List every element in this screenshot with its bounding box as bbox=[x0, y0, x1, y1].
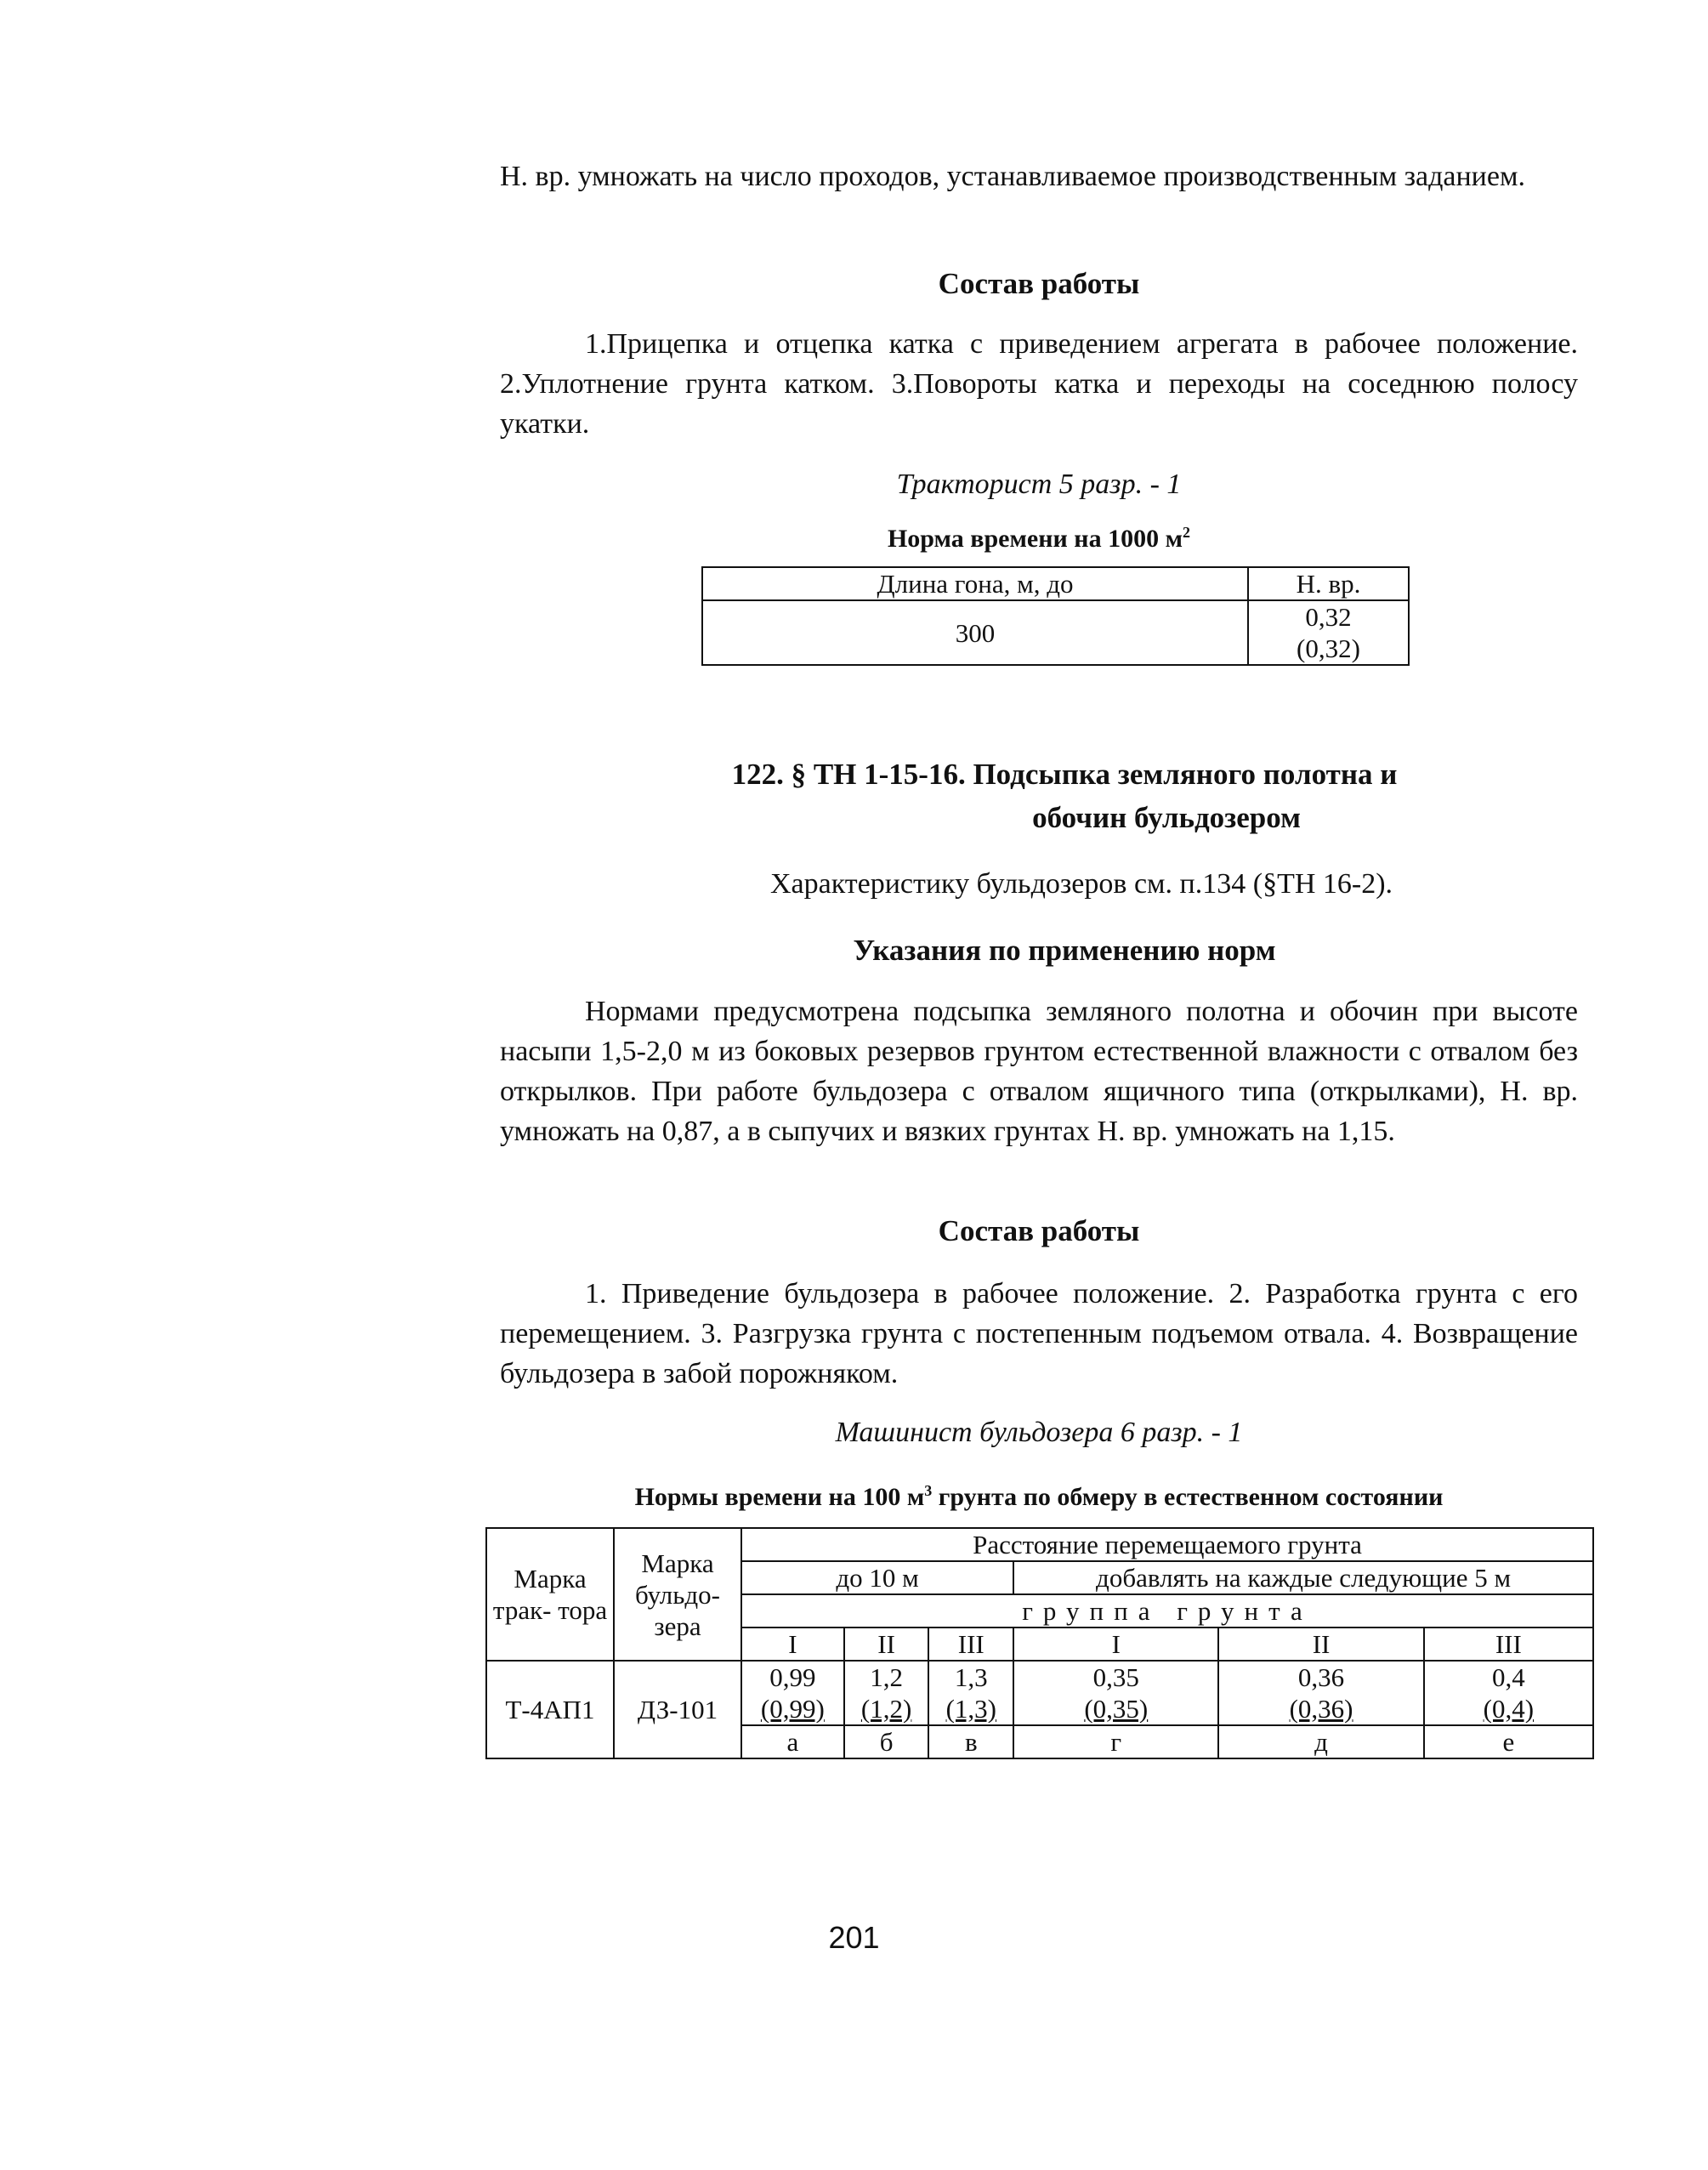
caption-text-b: грунта по обмеру в естественном состоянии bbox=[932, 1483, 1444, 1511]
title-line-2: обочин бульдозером bbox=[1032, 801, 1301, 834]
soil-group-header: группа грунта bbox=[741, 1594, 1593, 1628]
letter-cell: а bbox=[741, 1725, 844, 1758]
caption-text: Норма времени на 1000 м bbox=[887, 525, 1183, 553]
value-paren: (1,2) bbox=[860, 1694, 912, 1724]
dozer-table-caption bbox=[500, 1483, 1578, 1512]
group-cell: I bbox=[1013, 1628, 1218, 1661]
guidance-text: Нормами предусмотрена подсыпка земляного полотна и обочин при высоте насыпи 1,5-2,0 м из боковых резервов грунтом естественной влажности с отвалом без открылков. При работе бульдозера с отвалом ящичного типа (открылками), Н. вр. умножать на 0,87, а в сыпучих и вязких грунтах Н. вр. умножать на 1,15. bbox=[500, 996, 1578, 1147]
section1-table-caption bbox=[500, 525, 1578, 554]
letter-cell: б bbox=[844, 1725, 929, 1758]
value: 0,99 bbox=[769, 1662, 816, 1692]
add-each-5-header: добавлять на каждые следующие 5 м bbox=[1013, 1561, 1593, 1594]
caption-text-a: Нормы времени на 100 м bbox=[634, 1483, 925, 1511]
reference-text: Характеристику бульдозеров см. п.134 (§ТН 16-2). bbox=[769, 868, 1393, 900]
value-paren: (0,4) bbox=[1483, 1694, 1535, 1724]
tractor-cell: Т-4АП1 bbox=[486, 1661, 614, 1758]
group-cell: II bbox=[844, 1628, 929, 1661]
distance-header: Расстояние перемещаемого грунта bbox=[741, 1528, 1593, 1561]
value: 0,36 bbox=[1297, 1662, 1345, 1692]
length-header: Длина гона, м, до bbox=[702, 567, 1248, 600]
letter-cell: в bbox=[928, 1725, 1013, 1758]
value-cell bbox=[1218, 1661, 1423, 1725]
value-cell bbox=[844, 1661, 929, 1725]
value: 0,35 bbox=[1092, 1662, 1139, 1692]
dozer-cell: ДЗ-101 bbox=[614, 1661, 741, 1758]
page-number: 201 bbox=[828, 1920, 880, 1955]
group-cell: II bbox=[1218, 1628, 1423, 1661]
section1-text: 1.Прицепка и отцепка катка с приведением агрегата в рабочее положение. 2.Уплотнение грунта катком. 3.Повороты катка и переходы на соседнюю полосу укатки. bbox=[500, 328, 1578, 440]
work-heading: Состав работы bbox=[938, 1214, 1140, 1247]
letter-cell: е bbox=[1424, 1725, 1593, 1758]
norm-header: Н. вр. bbox=[1248, 567, 1409, 600]
value-cell bbox=[1424, 1661, 1593, 1725]
machinist-role: Машинист бульдозера 6 разр. - 1 bbox=[835, 1417, 1243, 1448]
value-paren: (0,36) bbox=[1289, 1694, 1353, 1724]
section1-heading: Состав работы bbox=[938, 267, 1140, 300]
value-cell bbox=[741, 1661, 844, 1725]
norm-value: 0,32 bbox=[1305, 602, 1352, 632]
value: 1,3 bbox=[954, 1662, 988, 1692]
value: 1,2 bbox=[870, 1662, 903, 1692]
caption-sup: 2 bbox=[1183, 524, 1191, 541]
value-cell bbox=[1013, 1661, 1218, 1725]
group-cell: III bbox=[1424, 1628, 1593, 1661]
value-paren: (1,3) bbox=[945, 1694, 996, 1724]
caption-sup: 3 bbox=[924, 1482, 933, 1499]
section1-role: Тракторист 5 разр. - 1 bbox=[896, 469, 1182, 500]
group-cell: I bbox=[741, 1628, 844, 1661]
letter-cell: г bbox=[1013, 1725, 1218, 1758]
value: 0,4 bbox=[1491, 1662, 1525, 1692]
paragraph-122-title bbox=[525, 753, 1603, 839]
value-paren: (0,35) bbox=[1084, 1694, 1149, 1724]
length-norm-table bbox=[701, 566, 1410, 666]
norm-value-paren: (0,32) bbox=[1297, 633, 1360, 663]
norm-cell bbox=[1248, 600, 1409, 665]
tractor-header: Марка трак- тора bbox=[486, 1528, 614, 1661]
guidance-heading: Указания по применению норм bbox=[853, 934, 1276, 967]
up-to-10-header: до 10 м bbox=[741, 1561, 1013, 1594]
title-line-1: 122. § ТН 1-15-16. Подсыпка земляного полотна и bbox=[731, 758, 1398, 791]
value-cell bbox=[928, 1661, 1013, 1725]
work-text: 1. Приведение бульдозера в рабочее положение. 2. Разработка грунта с его перемещением. 3. Разгрузка грунта с постепенным подъемом отвала. 4. Возвращение бульдозера в забой порожняком. bbox=[500, 1278, 1578, 1389]
group-cell: III bbox=[928, 1628, 1013, 1661]
top-paragraph: Н. вр. умножать на число проходов, устанавливаемое производственным заданием. bbox=[500, 161, 1525, 192]
value-paren: (0,99) bbox=[760, 1694, 825, 1724]
dozer-header: Марка бульдо- зера bbox=[614, 1528, 741, 1661]
letter-cell: д bbox=[1218, 1725, 1423, 1758]
length-cell: 300 bbox=[702, 600, 1248, 665]
dozer-norm-table bbox=[485, 1527, 1594, 1759]
